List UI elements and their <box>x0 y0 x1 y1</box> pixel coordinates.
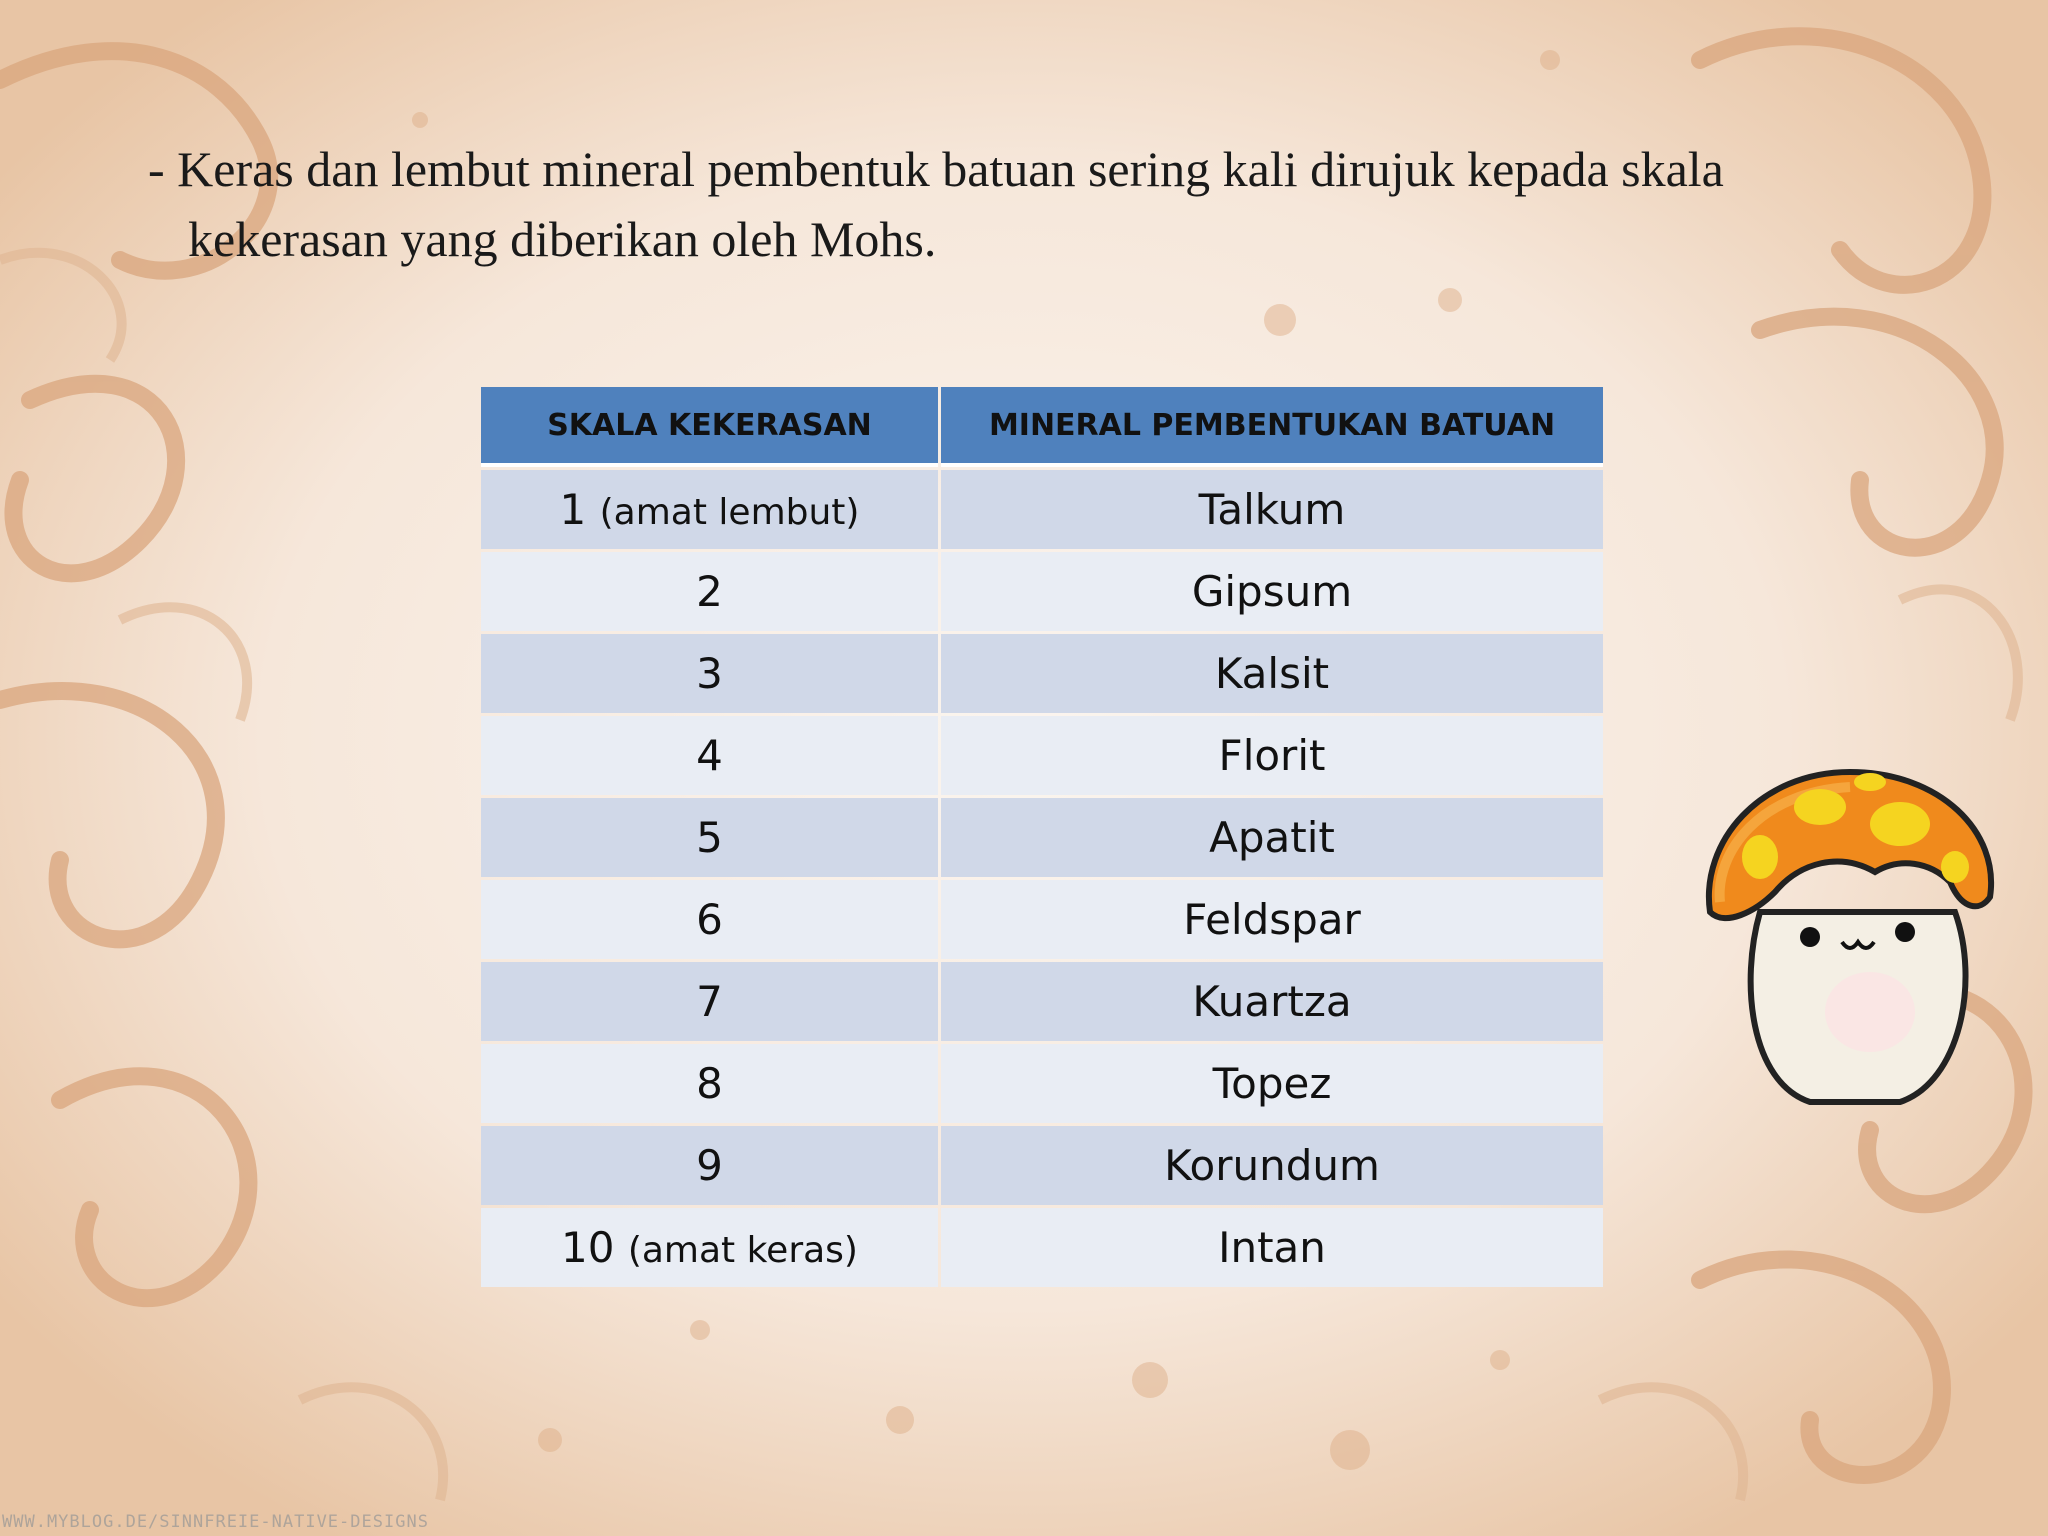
scale-cell <box>481 1208 938 1287</box>
mineral-cell: Gipsum <box>941 552 1603 631</box>
scale-cell <box>481 1044 938 1123</box>
scale-value: 3 <box>696 649 723 698</box>
scale-note: (amat keras) <box>627 1230 858 1271</box>
scale-value: 9 <box>696 1141 723 1190</box>
table-row <box>481 798 1603 877</box>
table-row <box>481 1044 1603 1123</box>
scale-cell <box>481 880 938 959</box>
scale-value: 5 <box>696 813 723 862</box>
table-row <box>481 1126 1603 1205</box>
scale-value: 1 <box>559 485 587 534</box>
mineral-cell: Florit <box>941 716 1603 795</box>
scale-cell <box>481 716 938 795</box>
table-row <box>481 470 1603 549</box>
table-row <box>481 962 1603 1041</box>
scale-value: 4 <box>696 731 723 780</box>
scale-cell <box>481 552 938 631</box>
scale-value: 6 <box>696 895 723 944</box>
intro-line-1: - Keras dan lembut mineral pembentuk batuan sering kali dirujuk kepada skala <box>148 141 1724 197</box>
mineral-cell: Kalsit <box>941 634 1603 713</box>
header-mineral: MINERAL PEMBENTUKAN BATUAN <box>941 387 1603 467</box>
mineral-cell: Talkum <box>941 470 1603 549</box>
intro-text <box>148 134 1968 274</box>
scale-value: 10 <box>561 1223 615 1272</box>
mineral-cell: Korundum <box>941 1126 1603 1205</box>
scale-value: 2 <box>696 567 723 616</box>
mineral-cell: Topez <box>941 1044 1603 1123</box>
scale-cell <box>481 798 938 877</box>
watermark-text: WWW.MYBLOG.DE/SINNFREIE-NATIVE-DESIGNS <box>2 1512 429 1532</box>
scale-cell <box>481 1126 938 1205</box>
mineral-cell: Kuartza <box>941 962 1603 1041</box>
mohs-hardness-table <box>478 384 1606 1290</box>
mineral-cell: Intan <box>941 1208 1603 1287</box>
mushroom-icon <box>1700 762 2000 1122</box>
scale-cell <box>481 634 938 713</box>
mineral-cell: Feldspar <box>941 880 1603 959</box>
scale-cell <box>481 470 938 549</box>
intro-line-2: kekerasan yang diberikan oleh Mohs. <box>188 211 937 267</box>
scale-value: 8 <box>696 1059 723 1108</box>
table-row <box>481 634 1603 713</box>
table-header-row <box>481 387 1603 467</box>
scale-note: (amat lembut) <box>599 492 860 533</box>
table-row <box>481 552 1603 631</box>
table-row <box>481 880 1603 959</box>
scale-cell <box>481 962 938 1041</box>
scale-value: 7 <box>696 977 723 1026</box>
mineral-cell: Apatit <box>941 798 1603 877</box>
header-hardness-scale: SKALA KEKERASAN <box>481 387 938 467</box>
table-row <box>481 716 1603 795</box>
table-row <box>481 1208 1603 1287</box>
